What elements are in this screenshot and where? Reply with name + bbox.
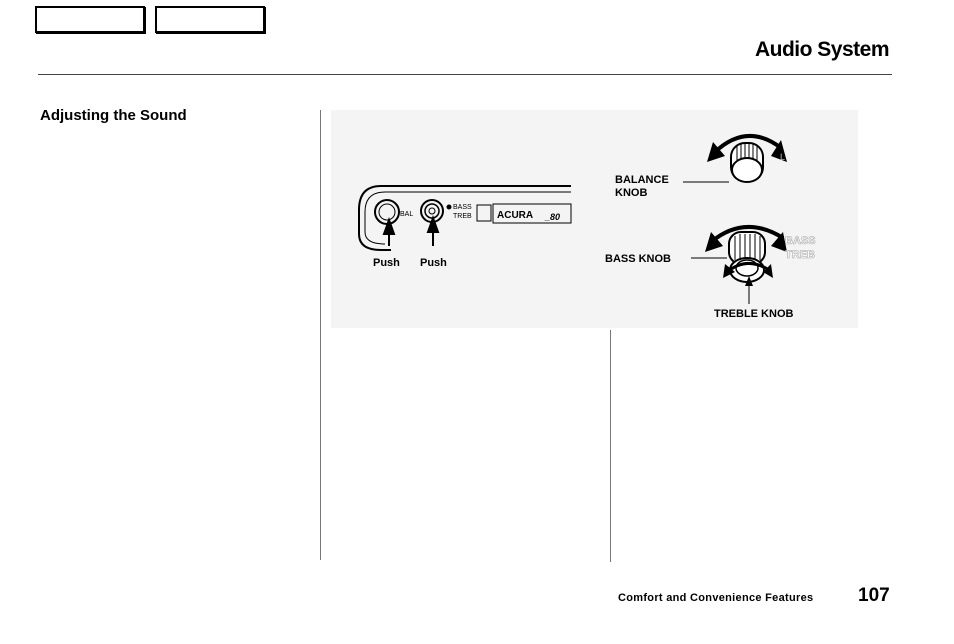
footer-chapter: Comfort and Convenience Features — [618, 592, 814, 604]
balance-knob-label — [615, 174, 669, 200]
section-heading: Adjusting the Sound — [40, 107, 187, 124]
column-divider-right — [610, 330, 611, 562]
column-divider-left — [320, 110, 321, 560]
bal-marking: BAL — [400, 211, 414, 218]
treb-marking: TREB — [453, 213, 472, 220]
dial-treb-marking: TREB — [785, 249, 815, 261]
page-number: 107 — [858, 585, 890, 606]
balance-label-line1: BALANCE — [615, 174, 669, 186]
bass-treble-knob-icon — [729, 232, 765, 282]
radio-logo-suffix: _80 — [545, 212, 561, 222]
balance-knob-icon — [731, 143, 763, 182]
radio-logo: ACURA — [497, 210, 534, 221]
svg-text:L: L — [780, 152, 786, 162]
audio-controls-illustration — [331, 110, 858, 328]
nav-button-2[interactable] — [155, 6, 265, 33]
bass-treb-knob-icon — [421, 200, 451, 222]
display-slot — [477, 205, 491, 221]
bass-marking: BASS — [453, 204, 472, 211]
nav-button-1[interactable] — [35, 6, 145, 33]
push-label-2: Push — [420, 257, 447, 269]
header-divider — [38, 74, 892, 75]
push-label-1: Push — [373, 257, 400, 269]
bass-knob-label: BASS KNOB — [605, 253, 672, 265]
illustration-drawing — [331, 110, 858, 328]
page-title: Audio System — [754, 38, 889, 61]
dial-bass-marking: BASS — [785, 235, 816, 247]
balance-label-line2: KNOB — [615, 187, 648, 199]
treble-knob-label: TREBLE KNOB — [714, 308, 794, 320]
bal-knob-icon — [375, 200, 399, 224]
